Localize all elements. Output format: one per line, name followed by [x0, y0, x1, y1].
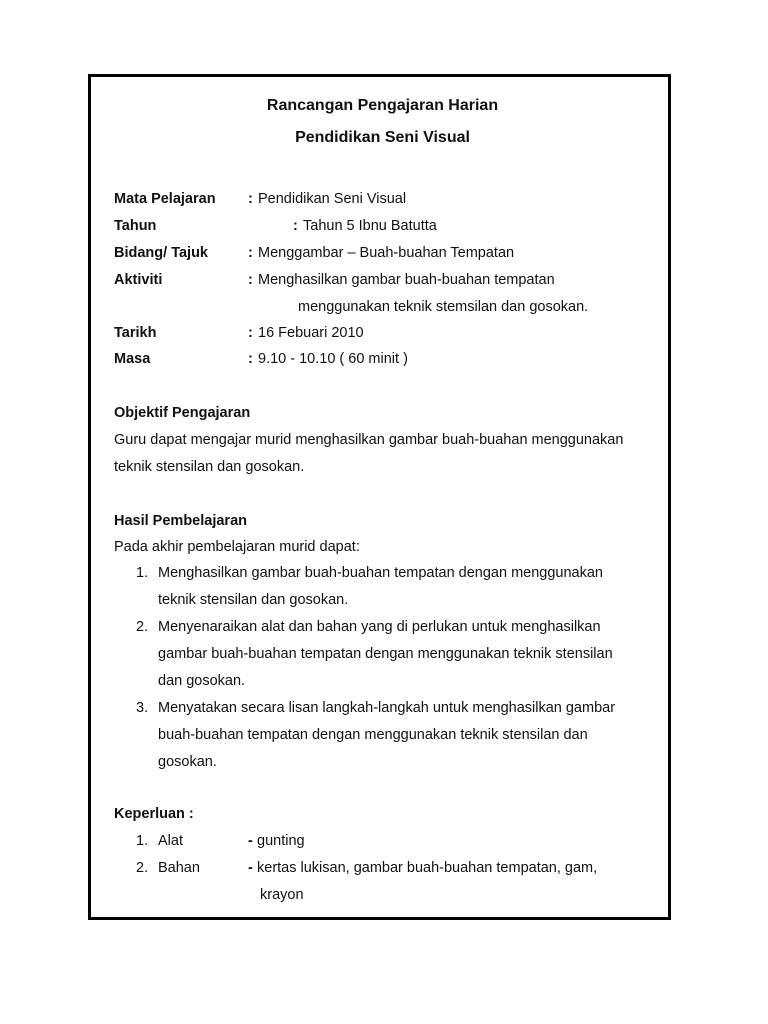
keperluan-item-number: 2.	[136, 860, 149, 876]
keperluan-item-label-bahan: Bahan	[158, 860, 200, 876]
document-frame	[88, 74, 671, 920]
info-value-tahun: Tahun 5 Ibnu Batutta	[303, 218, 437, 234]
info-value-aktiviti: Menghasilkan gambar buah-buahan tempatan	[258, 272, 555, 288]
keperluan-item-label-alat: Alat	[158, 833, 183, 849]
keperluan-dash: -	[248, 833, 253, 849]
document-subtitle: Pendidikan Seni Visual	[295, 129, 470, 146]
objektif-text-line2: teknik stensilan dan gosokan.	[114, 459, 305, 475]
hasil-item-2-line2: gambar buah-buahan tempatan dengan menggunakan teknik stensilan	[158, 646, 613, 662]
info-colon: :	[293, 218, 298, 234]
hasil-item-2-line3: dan gosokan.	[158, 673, 246, 689]
objektif-text-line1: Guru dapat mengajar murid menghasilkan gambar buah-buahan menggunakan	[114, 432, 624, 448]
info-value-aktiviti-cont: menggunakan teknik stemsilan dan gosokan.	[298, 299, 589, 315]
document-title: Rancangan Pengajaran Harian	[266, 97, 499, 114]
info-label-mata-pelajaran: Mata Pelajaran	[114, 191, 216, 207]
hasil-item-number: 3.	[136, 700, 149, 716]
keperluan-heading: Keperluan :	[114, 806, 194, 822]
keperluan-item-number: 1.	[136, 833, 149, 849]
info-colon: :	[248, 351, 253, 367]
info-colon: :	[248, 245, 253, 261]
info-value-masa: 9.10 - 10.10 ( 60 minit )	[258, 351, 408, 367]
hasil-item-3-line3: gosokan.	[158, 754, 217, 770]
objektif-heading: Objektif Pengajaran	[114, 405, 251, 421]
hasil-item-3-line1: Menyatakan secara lisan langkah-langkah untuk menghasilkan gambar	[158, 700, 616, 716]
info-value-mata-pelajaran: Pendidikan Seni Visual	[258, 191, 407, 207]
info-colon: :	[248, 191, 253, 207]
info-label-tahun: Tahun	[114, 218, 157, 234]
info-label-bidang-tajuk: Bidang/ Tajuk	[114, 245, 208, 261]
info-value-bidang-tajuk: Menggambar – Buah-buahan Tempatan	[258, 245, 515, 261]
hasil-heading: Hasil Pembelajaran	[114, 513, 247, 529]
info-colon: :	[248, 272, 253, 288]
info-label-tarikh: Tarikh	[114, 325, 157, 341]
hasil-item-2-line1: Menyenaraikan alat dan bahan yang di perlukan untuk menghasilkan	[158, 619, 601, 635]
hasil-item-1-line2: teknik stensilan dan gosokan.	[158, 592, 349, 608]
keperluan-item-value-bahan-cont: krayon	[260, 887, 304, 903]
hasil-item-number: 1.	[136, 565, 149, 581]
hasil-item-1-line1: Menghasilkan gambar buah-buahan tempatan dengan menggunakan	[158, 565, 603, 581]
keperluan-item-value-bahan: kertas lukisan, gambar buah-buahan tempatan, gam,	[257, 860, 598, 876]
info-label-masa: Masa	[114, 351, 151, 367]
hasil-item-number: 2.	[136, 619, 149, 635]
info-colon: :	[248, 325, 253, 341]
hasil-item-3-line2: buah-buahan tempatan dengan menggunakan teknik stensilan dan	[158, 727, 588, 743]
info-value-tarikh: 16 Febuari 2010	[258, 325, 364, 341]
hasil-intro: Pada akhir pembelajaran murid dapat:	[114, 539, 360, 555]
info-label-aktiviti: Aktiviti	[114, 272, 163, 288]
keperluan-item-value-alat: gunting	[257, 833, 305, 849]
keperluan-dash: -	[248, 860, 253, 876]
